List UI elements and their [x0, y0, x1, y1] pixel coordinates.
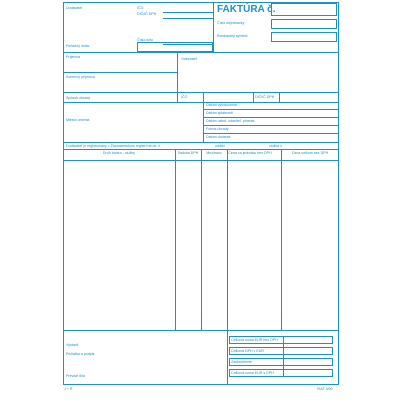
supplier-label: Dodávateľ: [66, 6, 83, 10]
buyer-ico-label: IČO: [181, 95, 188, 99]
column-unit-price: Cena za jednotku bez DPH: [228, 151, 272, 155]
table-col-sep-1: [175, 149, 176, 330]
column-total-price: Cena celkom bez DPH: [291, 151, 329, 155]
column-quantity: Množstvo: [206, 151, 222, 155]
constant-symbol-label: Konštantný symbol: [217, 34, 248, 38]
stamp-signature-label: Pečiatka a podpis: [66, 352, 95, 356]
constant-symbol-box[interactable]: [271, 32, 337, 42]
payment-form-label: Forma úhrady: [206, 127, 229, 131]
recipient-label: Príjemca: [66, 55, 81, 59]
dates-separator: [203, 102, 204, 142]
table-col-sep-2: [201, 149, 202, 330]
column-item-description: Druh tovaru - služby: [102, 151, 136, 155]
dic-value-separator: [279, 92, 280, 102]
print-mark-left: J + R: [64, 387, 73, 391]
print-mark-right: ISAT 9/00: [317, 387, 333, 391]
payment-separator: [177, 92, 178, 102]
date-line-3: [203, 125, 339, 126]
payment-method-label: Spôsob úhrady: [66, 96, 91, 100]
totals-separator: [227, 330, 228, 385]
totals-value-separator: [283, 336, 284, 377]
header-separator: [213, 2, 214, 52]
dates-bottom-line: [63, 142, 339, 143]
invoice-form: [63, 2, 339, 393]
customer-label: Odberateľ: [181, 57, 198, 61]
sum-without-vat-label: Celková suma EUR bez DPH: [231, 338, 278, 342]
supplier-line-1: [163, 12, 213, 13]
registry-section-label: oddiel: [215, 144, 225, 148]
date-line-1: [203, 109, 339, 110]
header-bottom-line: [63, 52, 339, 53]
registry-text: Dodávateľ je registrovaný v Živnostenskom registri na ok. č.: [66, 144, 162, 148]
supplier-account-label: Číslo účtu: [137, 38, 153, 42]
date-line-2: [203, 117, 339, 118]
invoice-title: FAKTÚRA č.: [217, 4, 276, 15]
dic-separator: [253, 92, 254, 102]
supplier-bank-label: Peňažný ústav: [66, 44, 90, 48]
date-issued-label: Dátum vyhotovenia: [206, 103, 237, 107]
order-number-label: Číslo objednávky: [217, 21, 245, 25]
supplier-line-2: [163, 18, 213, 19]
total-with-vat-label: Celková suma EUR s DPH: [231, 371, 274, 375]
table-col-sep-4: [281, 149, 282, 330]
date-taxable-label: Dátum uskut. zdaniteľ. plnenia: [206, 119, 255, 123]
supplier-dic-dph-label: DIČ/IČ DPH: [137, 12, 157, 16]
table-bottom-line: [63, 330, 339, 331]
payment-bottom-line: [63, 102, 339, 103]
bank-box[interactable]: [137, 42, 213, 52]
supplier-ico-label: IČO: [137, 6, 144, 10]
vat-total-label: Celková DPH v EUR: [231, 349, 264, 353]
recipient-line: [63, 72, 177, 73]
column-vat-rate: Sadzba DPH: [177, 151, 199, 155]
registry-insert-label: vložka č.: [269, 144, 283, 148]
rounding-label: Zaokrúhlenie: [231, 360, 252, 364]
received-by-label: Prevzal dňa: [66, 374, 85, 378]
date-delivery-label: Dátum dodania: [206, 135, 231, 139]
final-recipient-label: Konečný príjemca: [66, 75, 95, 79]
buyer-bottom-line: [63, 92, 339, 93]
order-number-box[interactable]: [271, 19, 337, 29]
place-label: Miesto určenia: [66, 118, 90, 122]
buyer-dic-dph-label: DIČ/IČ DPH: [255, 95, 275, 99]
table-col-sep-3: [227, 149, 228, 330]
date-line-4: [203, 133, 339, 134]
date-due-label: Dátum splatnosti: [206, 111, 233, 115]
invoice-number-box[interactable]: [271, 3, 337, 16]
ico-separator: [203, 92, 204, 102]
issued-by-label: Vystavil: [66, 343, 79, 347]
buyer-separator: [177, 52, 178, 92]
